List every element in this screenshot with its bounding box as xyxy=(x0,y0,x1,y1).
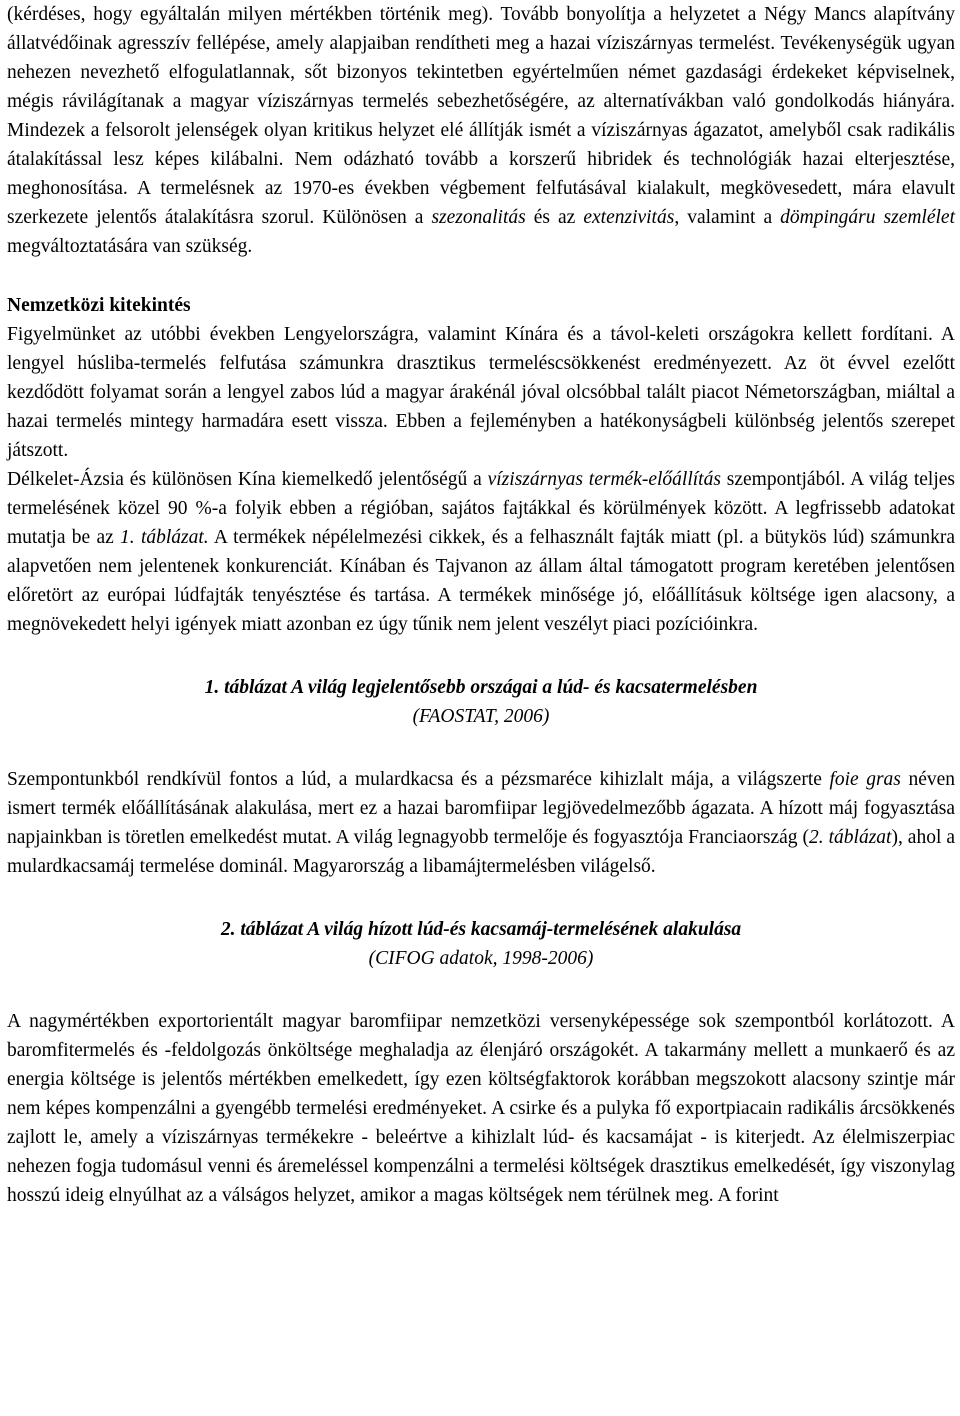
paragraph-intro-text: (kérdéses, hogy egyáltalán milyen mértékben történik meg). Tovább bonyolítja a helyzetet a Négy Mancs alapítvány állatvédőinak agresszív fellépése, amely alapjaiban rendítheti meg a hazai víziszárnyas termelést. Tevékenységük ugyan nehezen nevezhető elfogulatlannak, sőt bizonyos tekintetben egyértelműen német gazdasági érdekeket képviselnek, mégis rávilágítanak a magyar víziszárnyas termelés sebezhetőségére, az alternatívákban való gondolkodás hiányára. Mindezek a felsorolt jelenségek olyan kritikus helyzet elé állítják ismét a víziszárnyas ágazatot, amelyből csak radikális átalakítással lesz képes kilábalni. Nem odázható tovább a korszerű hibridek és technológiák hazai elterjesztése, meghonosítása. A termelésnek az 1970-es években végbement felfutásával kialakult, megkövesedett, mára elavult szerkezete jelentős átalakításra szorul. Különösen a xyxy=(7,4,955,228)
paragraph-export: A nagymértékben exportorientált magyar baromfiipar nemzetközi versenyképessége sok szempontból korlátozott. A baromfitermelés és -feldolgozás önköltsége meghaladja az élenjáró országokét. A takarmány mellett a munkaerő és az energia költsége is jelentős mértékben emelkedett, így ezen költségfaktorok korábban megszokott alacsony szintje már nem képes kompenzálni a gyengébb termelési eredményeket. A csirke és a pulyka fő exportpiacain radikális árcsökkenés zajlott le, amely a víziszárnyas termékekre - beleértve a kihizlalt lúd- és kacsamájat - is kiterjedt. Az élelmiszerpiac nehezen fogja tudomásul venni és áremeléssel kompenzálni a termelési költségek drasztikus emelkedését, így viszonylag hosszú ideig elnyúlhat az a válságos helyzet, amikor a magas költségek nem térülnek meg. A forint xyxy=(7,1011,955,1206)
term-viziszarnyas: víziszárnyas termék-előállítás xyxy=(487,469,721,490)
table-1-caption: 1. táblázat A világ legjelentősebb országai a lúd- és kacsatermelésben xyxy=(204,677,758,698)
spacer xyxy=(7,731,955,765)
term-foie-gras: foie gras xyxy=(829,769,901,790)
paragraph-foie-gras-text-2: néven ismert termék előállításának alakulása, mert ez a hazai baromfiipar legjövedelmezőbb ágazata. A hízott máj fogyasztása napjainkban is töretlen emelkedést mutat. A világ legnagyobb termelője és fogyasztója Franciaország ( xyxy=(7,769,956,848)
paragraph-foie-gras-text-1: Szempontunkból rendkívül fontos a lúd, a mulardkacsa és a pézsmaréce kihizlalt mája, a világszerte xyxy=(7,769,830,790)
term-extenzivitas: extenzivitás xyxy=(583,207,675,228)
paragraph-intro-and: és az xyxy=(525,207,584,228)
paragraph-asia xyxy=(7,465,955,639)
spacer xyxy=(7,973,955,1007)
paragraph-intro-ending: megváltoztatására van szükség. xyxy=(7,236,253,257)
table-1-reference: 1. táblázat. xyxy=(120,527,209,548)
term-dompingaru: dömpingáru szemlélet xyxy=(780,207,955,228)
term-szezonalitas: szezonalitás xyxy=(431,207,526,228)
table-2-source: (CIFOG adatok, 1998-2006) xyxy=(368,948,594,969)
paragraph-intro xyxy=(7,0,955,261)
paragraph-international: Figyelmünket az utóbbi években Lengyelországra, valamint Kínára és a távol-keleti országokra kellett fordítani. A lengyel húsliba-termelés felfutása számunkra drasztikus termeléscsökkenést eredményezett. Az öt évvel ezelőtt kezdődött folyamat során a lengyel zabos lúd a magyar árakénál jóval olcsóbbal talált piacot Németországban, miáltal a hazai termelés mintegy harmadára esett vissza. Ebben a fejleményben a hatékonyságbeli különbség jelentős szerepet játszott. xyxy=(7,324,955,461)
document-page xyxy=(7,0,955,1210)
spacer xyxy=(7,881,955,915)
paragraph-foie-gras-text-3: ), ahol a mulardkacsamáj termelése dominál. Magyarország a libamájtermelésben világelső. xyxy=(7,827,955,877)
paragraph-foie-gras xyxy=(7,765,955,881)
table-2-caption: 2. táblázat A világ hízott lúd-és kacsamáj-termelésének alakulása xyxy=(220,919,742,940)
table-1-source: (FAOSTAT, 2006) xyxy=(412,706,550,727)
paragraph-asia-text-3: A termékek népélelmezési cikkek, és a felhasznált fajták miatt (pl. a bütykös lúd) számunkra alapvetően nem jelentenek konkurenciát. Kínában és Tajvanon az állam által támogatott program keretében jelentősen előretört az európai lúdfajták tenyésztése és tartása. A termékek minősége jó, előállításuk költsége igen alacsony, a megnövekedett helyi igények miatt azonban ez úgy tűnik nem jelent veszélyt piaci pozícióinkra. xyxy=(7,527,955,635)
paragraph-asia-text-1: Délkelet-Ázsia és különösen Kína kiemelkedő jelentőségű a xyxy=(7,469,488,490)
table-2-reference: 2. táblázat xyxy=(809,827,892,848)
paragraph-intro-valamint: , valamint a xyxy=(674,207,781,228)
paragraph-asia-text-2: szempontjából. A világ teljes termelésének közel 90 %-a folyik ebben a régióban, sajátos fajtákkal és körülmények között. A legfrissebb adatokat mutatja be az xyxy=(7,469,955,548)
spacer xyxy=(7,261,955,291)
section-heading: Nemzetközi kitekintés xyxy=(7,295,191,316)
spacer xyxy=(7,639,955,673)
